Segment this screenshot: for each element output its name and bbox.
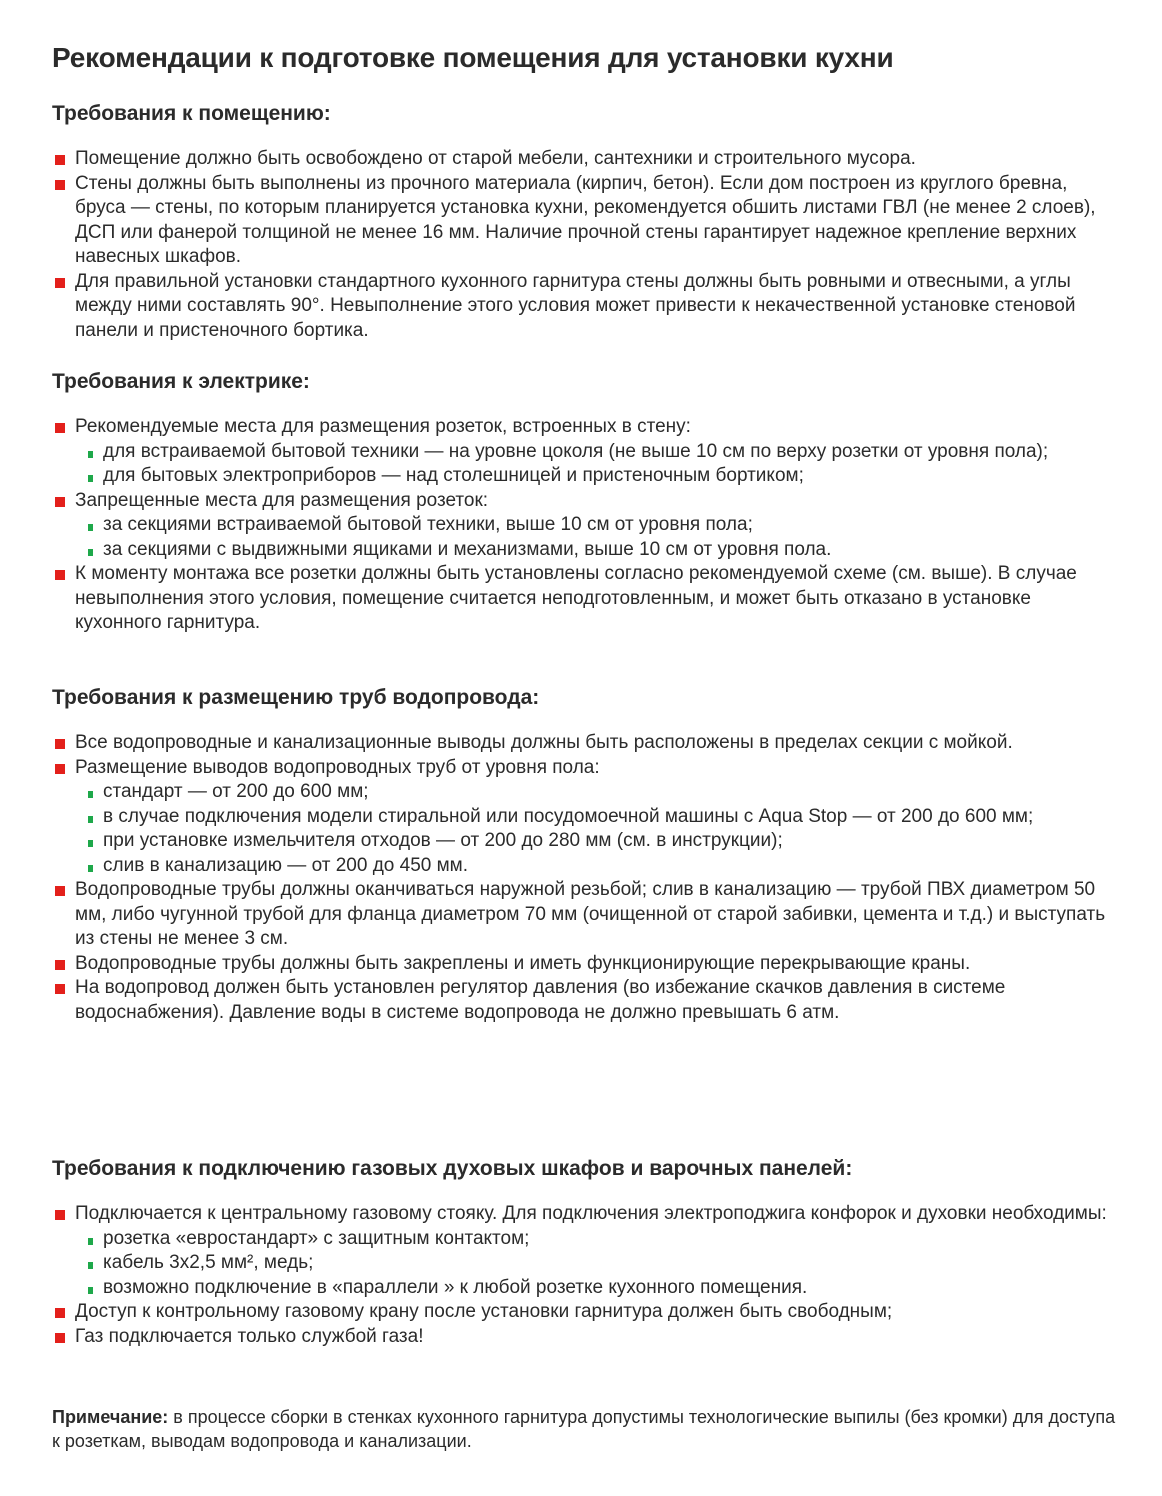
green-square-bullet-icon [88,549,93,556]
list-item-text: Стены должны быть выполнены из прочного материала (кирпич, бетон). Если дом построен из круглого бревна, бруса — стены, по которым планируется установка кухни, рекомендуется обшить листами ГВЛ (не менее 2 слоев), ДСП или фанерой толщиной не менее 16 мм. Наличие прочной стены гарантирует надежное крепление верхних навесных шкафов. [75,172,1096,267]
list-item-text: К моменту монтажа все розетки должны быть установлены согласно рекомендуемой схеме (см. выше). В случае невыполнения этого условия, помещение считается неподготовленным, и может быть отказано в установке кухонного гарнитура. [75,563,1077,633]
list-item [52,756,1122,879]
sub-list-item-text: розетка «евростандарт» с защитным контактом; [103,1227,530,1249]
sub-list-item-text: для бытовых электроприборов — над столешницей и пристеночным бортиком; [103,465,804,486]
note-label: Примечание: [52,1407,169,1427]
list-item-text: Для правильной установки стандартного кухонного гарнитура стены должны быть ровными и отвесными, а углы между ними составлять 90°. Невыполнение этого условия может привести к некачественной установке стеновой панели и пристеночного бортика. [75,270,1076,341]
list-item-text: Доступ к контрольному газовому крану после установки гарнитура должен быть свободным; [75,1301,893,1322]
list-item [52,270,1122,344]
green-square-bullet-icon [88,840,93,847]
section-heading: Требования к подключению газовых духовых шкафов и варочных панелей: [52,1157,853,1180]
section-heading: Требования к электрике: [52,370,310,393]
red-square-bullet-icon [55,984,65,994]
red-square-bullet-icon [55,1210,65,1220]
list-item [52,489,1122,563]
list-item [52,1202,1122,1300]
list-item-text: Водопроводные трубы должны быть закреплены и иметь функционирующие перекрывающие краны. [75,952,971,974]
list-item-text: Все водопроводные и канализационные выводы должны быть расположены в пределах секции с мойкой. [75,732,1013,753]
list-item [52,172,1122,270]
red-square-bullet-icon [55,278,65,288]
requirements-list [52,1202,1122,1349]
list-item-text: На водопровод должен быть установлен регулятор давления (во избежание скачков давления в системе водоснабжения). Давление воды в системе водопровода не должно превышать 6 атм. [75,977,1006,1023]
page-title: Рекомендации к подготовке помещения для установки кухни [52,42,894,73]
section-electrics [52,370,1122,636]
sub-list-item [75,829,1122,854]
sub-list [75,780,1122,878]
sub-list-item-text: за секциями с выдвижными ящиками и механизмами, выше 10 см от уровня пола. [103,538,832,560]
red-square-bullet-icon [55,764,65,774]
list-item [52,1300,1122,1325]
list-item-text: Водопроводные трубы должны оканчиваться наружной резьбой; слив в канализацию — трубой ПВХ диаметром 50 мм, либо чугунной трубой для фланца диаметром 70 мм (очищенной от старой забивки, цемента и т.д.) и выступать из стены не менее 3 см. [75,879,1106,949]
requirements-list [52,731,1122,1025]
list-item-text: Размещение выводов водопроводных труб от уровня пола: [75,756,600,778]
sub-list-item-text: возможно подключение в «параллели » к любой розетке кухонного помещения. [103,1276,808,1298]
list-item [52,1325,1122,1350]
red-square-bullet-icon [55,1308,65,1318]
list-item-text: Запрещенные места для размещения розеток: [75,489,489,511]
sub-list-item-text: при установке измельчителя отходов — от 200 до 280 мм (см. в инструкции); [103,830,783,851]
red-square-bullet-icon [55,180,65,190]
sub-list-item-text: за секциями встраиваемой бытовой техники, выше 10 см от уровня пола; [103,514,753,535]
green-square-bullet-icon [88,524,93,531]
list-item [52,562,1122,636]
list-item-text: Газ подключается только службой газа! [75,1325,424,1347]
list-item [52,415,1122,489]
requirements-list [52,415,1122,636]
sub-list-item-text: кабель 3х2,5 мм², медь; [103,1252,314,1273]
sub-list-item [75,538,1122,563]
red-square-bullet-icon [55,739,65,749]
red-square-bullet-icon [55,886,65,896]
red-square-bullet-icon [55,1333,65,1343]
sub-list-item-text: стандарт — от 200 до 600 мм; [103,781,369,802]
red-square-bullet-icon [55,570,65,580]
list-item-text: Помещение должно быть освобождено от старой мебели, сантехники и строительного мусора. [75,148,916,169]
section-room [52,102,1122,343]
note-text: в процессе сборки в стенках кухонного гарнитура допустимы технологические выпилы (без кромки) для доступа к розеткам, выводам водопровода и канализации. [52,1407,1116,1451]
section-plumbing [52,686,1122,1025]
red-square-bullet-icon [55,960,65,970]
green-square-bullet-icon [88,451,93,458]
list-item [52,952,1122,977]
red-square-bullet-icon [55,423,65,433]
green-square-bullet-icon [88,865,93,872]
sub-list-item-text: для встраиваемой бытовой техники — на уровне цоколя (не выше 10 см по верху розетки от уровня пола); [103,440,1049,462]
list-item-text: Рекомендуемые места для размещения розеток, встроенных в стену: [75,416,691,437]
sub-list-item [75,1276,1122,1301]
sub-list-item [75,1227,1122,1252]
sub-list [75,513,1122,562]
sub-list [75,440,1122,489]
section-heading: Требования к помещению: [52,102,331,125]
sub-list-item [75,780,1122,805]
list-item [52,878,1122,952]
section-gas [52,1157,1122,1349]
sub-list-item-text: слив в канализацию — от 200 до 450 мм. [103,854,469,876]
list-item-text: Подключается к центральному газовому стояку. Для подключения электроподжига конфорок и духовки необходимы: [75,1203,1107,1224]
sub-list-item [75,805,1122,830]
green-square-bullet-icon [88,816,93,823]
sub-list-item-text: в случае подключения модели стиральной или посудомоечной машины с Aqua Stop — от 200 до 600 мм; [103,805,1034,827]
list-item [52,976,1122,1025]
requirements-list [52,147,1122,343]
sub-list-item [75,464,1122,489]
sub-list [75,1227,1122,1301]
sub-list-item [75,854,1122,879]
sub-list-item [75,513,1122,538]
red-square-bullet-icon [55,497,65,507]
note [52,1405,1122,1453]
sub-list-item [75,1251,1122,1276]
list-item [52,147,1122,172]
sub-list-item [75,440,1122,465]
red-square-bullet-icon [55,155,65,165]
green-square-bullet-icon [88,475,93,482]
list-item [52,731,1122,756]
green-square-bullet-icon [88,791,93,798]
green-square-bullet-icon [88,1287,93,1294]
green-square-bullet-icon [88,1238,93,1245]
section-heading: Требования к размещению труб водопровода: [52,686,540,709]
green-square-bullet-icon [88,1262,93,1269]
